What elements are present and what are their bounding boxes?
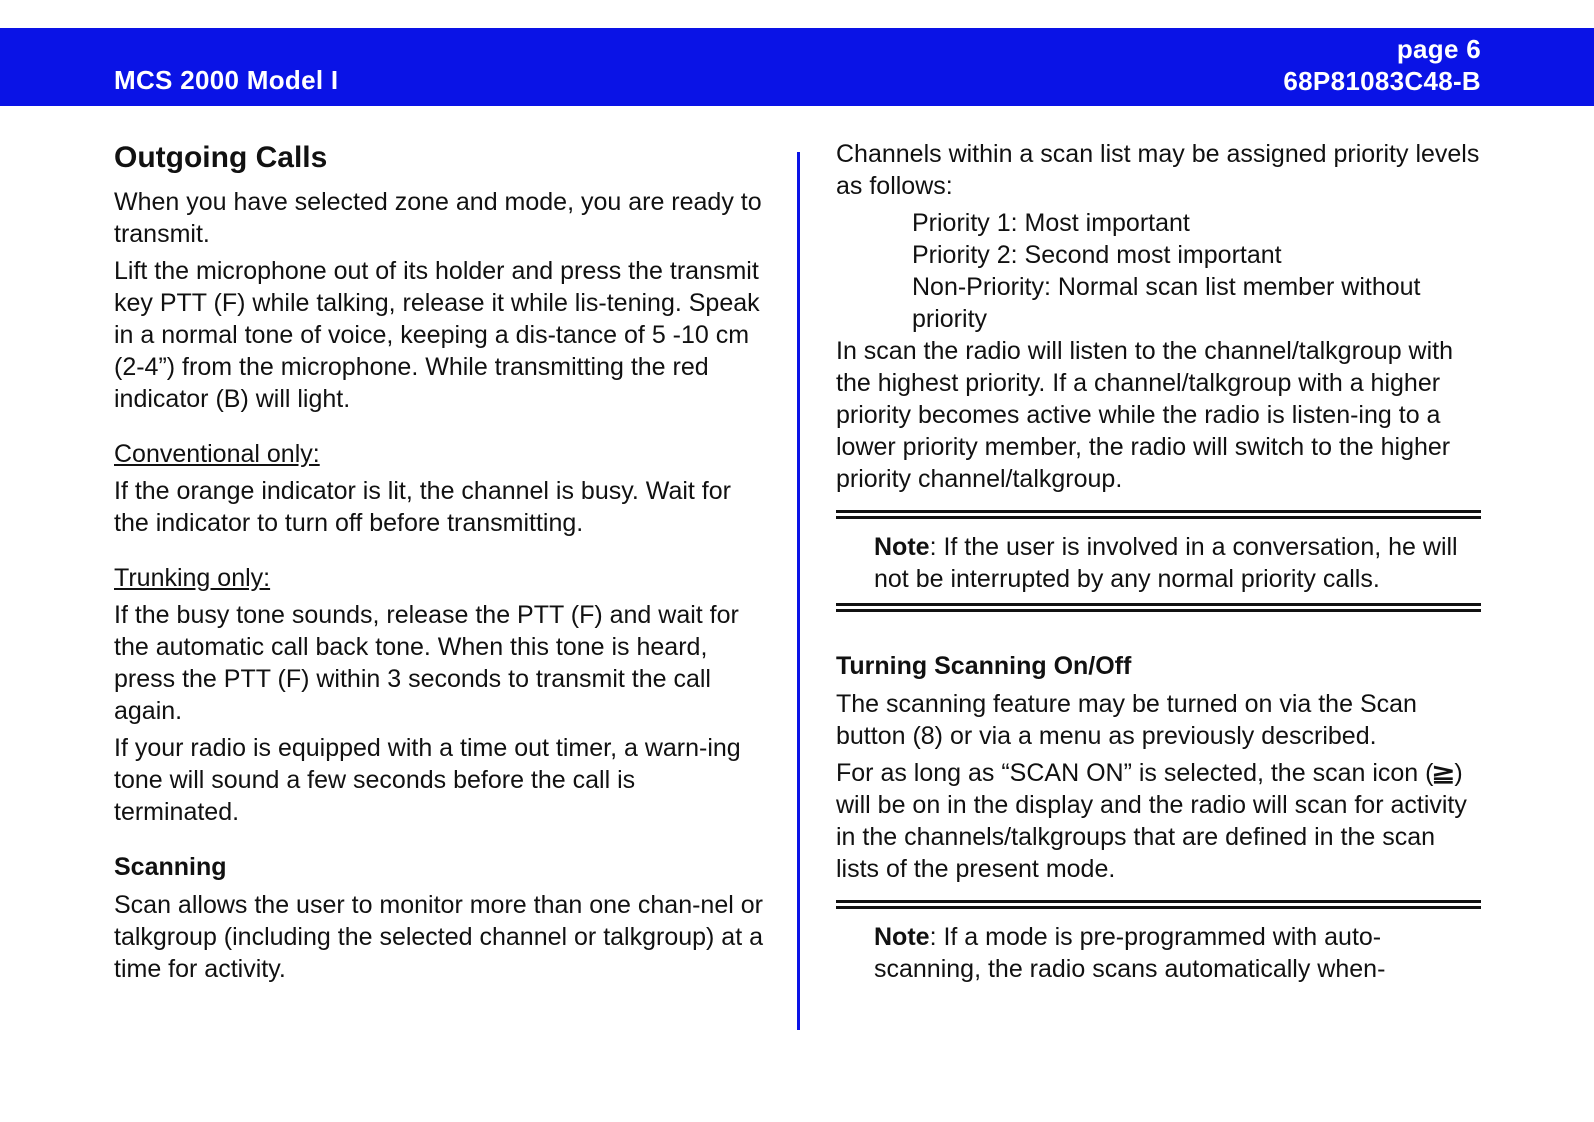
paragraph: Channels within a scan list may be assigned priority levels as follows: (836, 140, 1480, 200)
heading-turning-scanning: Turning Scanning On/Off (836, 652, 1132, 680)
spacer (836, 612, 1481, 650)
spacer (836, 890, 1481, 900)
note-rule-bottom (836, 603, 1481, 612)
priority-item: Priority 2: Second most important (912, 241, 1282, 269)
spacer (114, 833, 764, 851)
spacer (114, 420, 764, 438)
paragraph: If your radio is equipped with a time out timer, a warn-ing tone will sound a few seconds before the call is terminated. (114, 734, 741, 826)
subheading-conventional: Conventional only: (114, 440, 320, 468)
heading-scanning: Scanning (114, 853, 227, 881)
note-rule-top (836, 510, 1481, 519)
spacer (114, 544, 764, 562)
paragraph: In scan the radio will listen to the channel/talkgroup with the highest priority. If a channel/talkgroup with a higher priority becomes active while the radio is listen-ing to a lower priority member, the radio will switch to the higher priority channel/talkgroup. (836, 337, 1454, 493)
priority-list (836, 207, 1481, 335)
scan-icon: ≧ (1431, 759, 1457, 787)
paragraph: Scan allows the user to monitor more than one chan-nel or talkgroup (including the selected channel or talkgroup) at a time for activity. (114, 891, 764, 983)
paragraph: If the busy tone sounds, release the PTT (F) and wait for the automatic call back tone. When this tone is heard, press the PTT (F) within 3 seconds to transmit the call again. (114, 601, 739, 725)
header-right (1283, 33, 1481, 97)
spacer (836, 519, 1481, 531)
subheading-trunking: Trunking only: (114, 564, 271, 592)
page-number: page 6 (1396, 34, 1481, 64)
left-column (114, 138, 764, 990)
heading-outgoing-calls: Outgoing Calls (114, 141, 328, 174)
document-title: MCS 2000 Model I (114, 65, 339, 95)
paragraph: Lift the microphone out of its holder and press the transmit key PTT (F) while talking, release it while lis-tening. Speak in a normal tone of voice, keeping a dis-tance of 5 -10 cm (2-4”) from the microphone. While transmitting the red indicator (B) will light. (114, 257, 760, 413)
note-text: : If a mode is pre-programmed with auto-scanning, the radio scans automatically when- (874, 923, 1386, 983)
document-id: 68P81083C48-B (1283, 66, 1481, 96)
paragraph: The scanning feature may be turned on via the Scan button (8) or via a menu as previously described. (836, 690, 1417, 750)
note-label: Note (874, 533, 930, 561)
paragraph: If the orange indicator is lit, the channel is busy. Wait for the indicator to turn off before transmitting. (114, 477, 731, 537)
note-text: : If the user is involved in a conversation, he will not be interrupted by any normal priority calls. (874, 533, 1458, 593)
note-autoscan (836, 921, 1481, 985)
note-rule-top (836, 900, 1481, 909)
spacer (836, 500, 1481, 510)
note-label: Note (874, 923, 930, 951)
priority-item: Priority 1: Most important (912, 209, 1190, 237)
paragraph-text: For as long as “SCAN ON” is selected, the scan icon ( (836, 759, 1434, 787)
paragraph (836, 757, 1481, 885)
spacer (836, 909, 1481, 921)
column-divider (797, 152, 800, 1030)
header-bar (0, 28, 1594, 106)
paragraph: When you have selected zone and mode, you are ready to transmit. (114, 188, 762, 248)
right-column (836, 138, 1481, 985)
spacer (836, 595, 1481, 603)
paragraph-text: ) will be on in the display and the radio will scan for activity in the channels/talkgroups that are defined in the scan lists of the present mode. (836, 759, 1467, 883)
priority-item: Non-Priority: Normal scan list member without priority (912, 273, 1421, 333)
note-priority (836, 531, 1481, 595)
